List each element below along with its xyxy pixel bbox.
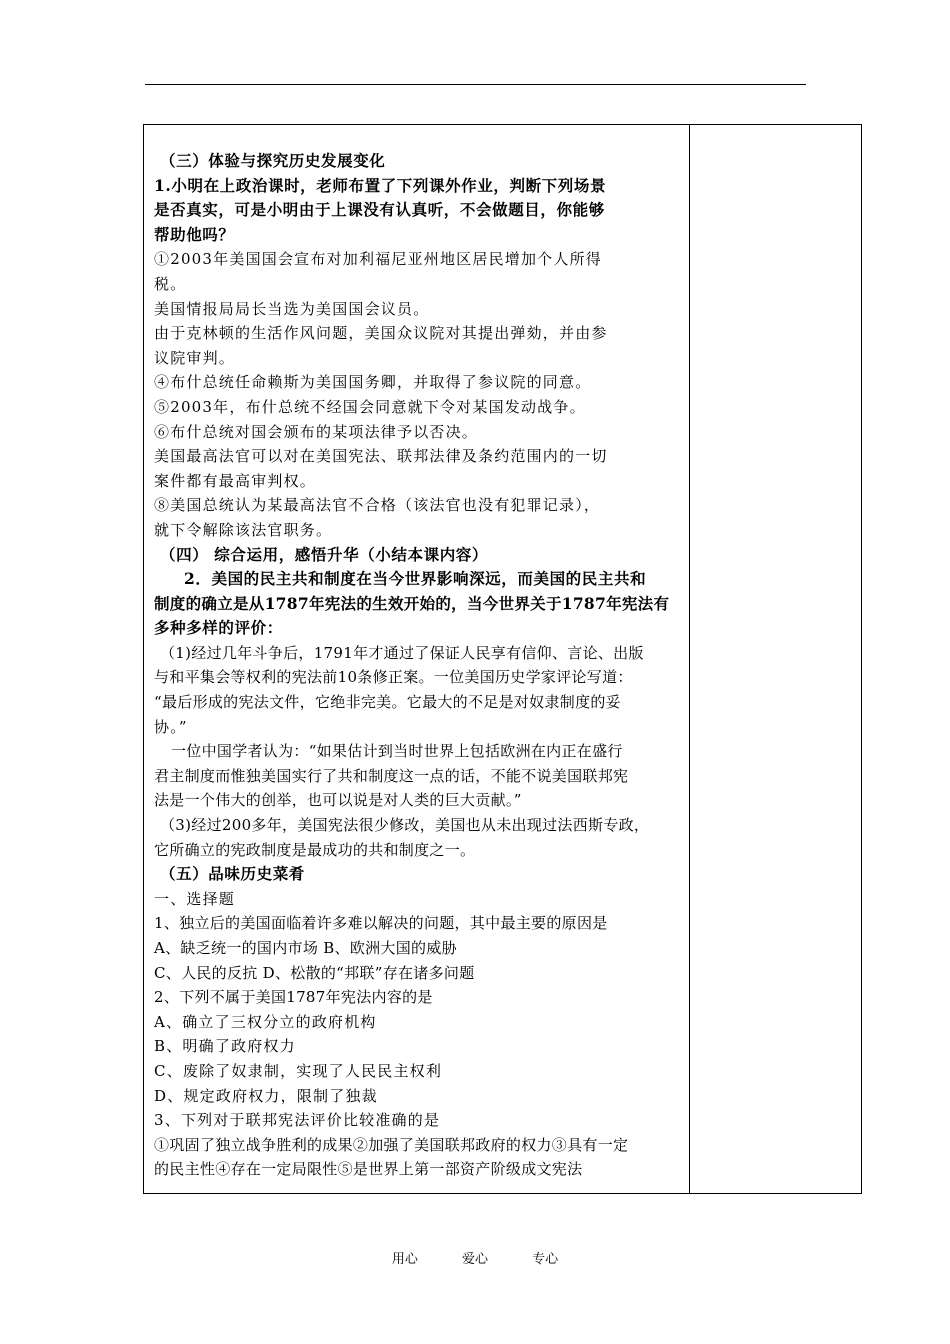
text-line: 的民主性④存在一定局限性⑤是世界上第一部资产阶级成文宪法 xyxy=(154,1160,583,1179)
text-line: 君主制度而惟独美国实行了共和制度这一点的话，不能不说美国联邦宪 xyxy=(154,766,629,785)
text-line: 1、独立后的美国面临着许多难以解决的问题，其中最主要的原因是 xyxy=(154,914,608,933)
text-line: 1.小明在上政治课时，老师布置了下列课外作业，判断下列场景 xyxy=(154,175,607,195)
text-line: 协。” xyxy=(154,717,188,736)
text-line: ⑤2003年，布什总统不经国会同意就下令对某国发动战争。 xyxy=(154,397,586,416)
text-line: （四） 综合运用，感悟升华（小结本课内容） xyxy=(160,544,488,564)
text-line: 它所确立的宪政制度是最成功的共和制度之一。 xyxy=(154,840,476,859)
text-line: ⑥布什总统对国会颁布的某项法律予以否决。 xyxy=(154,422,479,441)
text-line: “最后形成的宪法文件，它绝非完美。它最大的不足是对奴隶制度的妥 xyxy=(154,693,621,712)
text-line: 案件都有最高审判权。 xyxy=(154,471,317,490)
content-table xyxy=(143,124,862,1194)
text-line: 议院审判。 xyxy=(154,348,236,367)
text-line: D、规定政府权力，限制了独裁 xyxy=(154,1086,378,1105)
text-line: （3)经过200多年，美国宪法很少修改，美国也从未出现过法西斯专政， xyxy=(160,816,650,835)
text-line: 由于克林顿的生活作风问题，美国众议院对其提出弹劾，并由参 xyxy=(154,324,608,343)
text-line: 税。 xyxy=(154,274,187,293)
text-line: 2、下列不属于美国1787年宪法内容的是 xyxy=(154,988,433,1007)
text-line: ⑧美国总统认为某最高法官不合格（该法官也没有犯罪记录）， xyxy=(154,496,601,515)
text-line: ①2003年美国国会宣布对加利福尼亚州地区居民增加个人所得 xyxy=(154,250,602,269)
text-line: ④布什总统任命赖斯为美国国务卿，并取得了参议院的同意。 xyxy=(154,373,592,392)
text-line: 一、选择题 xyxy=(154,889,236,908)
text-line: 多种多样的评价： xyxy=(154,618,283,638)
text-line: 3、下列对于联邦宪法评价比较准确的是 xyxy=(154,1111,441,1130)
text-line: C、人民的反抗 D、松散的“邦联”存在诸多问题 xyxy=(154,963,475,982)
text-line: 与和平集会等权利的宪法前10条修正案。一位美国历史学家评论写道： xyxy=(154,668,633,687)
text-line: A、缺乏统一的国内市场 B、欧洲大国的威胁 xyxy=(154,939,457,957)
text-line: 就下令解除该法官职务。 xyxy=(154,520,333,539)
text-line: A、确立了三权分立的政府机构 xyxy=(154,1012,377,1031)
text-line: C、废除了奴隶制，实现了人民民主权利 xyxy=(154,1061,443,1080)
text-line: （五）品味历史菜肴 xyxy=(160,864,305,884)
footer-word-1: 用心 xyxy=(391,1252,418,1267)
text-line: （三）体验与探究历史发展变化 xyxy=(160,151,386,170)
text-line: 是否真实，可是小明由于上课没有认真听，不会做题目，你能够 xyxy=(154,200,605,220)
main-content-cell xyxy=(154,149,684,1182)
footer-word-2: 爱心 xyxy=(461,1252,488,1267)
text-line: （1)经过几年斗争后，1791年才通过了保证人民享有信仰、言论、出版 xyxy=(160,643,644,662)
text-line: 美国情报局局长当选为美国国会议员。 xyxy=(154,299,430,318)
text-line: 一位中国学者认为：“如果估计到当时世界上包括欧洲在内正在盛行 xyxy=(171,742,623,761)
text-line: 法是一个伟大的创举，也可以说是对人类的巨大贡献。” xyxy=(154,791,522,810)
header-rule xyxy=(145,84,806,85)
footer-word-3: 专心 xyxy=(532,1252,559,1267)
text-line: 美国最高法官可以对在美国宪法、联邦法律及条约范围内的一切 xyxy=(154,447,608,466)
page-footer xyxy=(0,1248,950,1267)
column-divider xyxy=(689,125,690,1193)
text-line: ①巩固了独立战争胜利的成果②加强了美国联邦政府的权力③具有一定 xyxy=(154,1135,629,1154)
text-line: 制度的确立是从1787年宪法的生效开始的，当今世界关于1787年宪法有 xyxy=(154,593,670,613)
text-line: B、明确了政府权力 xyxy=(154,1037,296,1056)
text-line: 2．美国的民主共和制度在当今世界影响深远，而美国的民主共和 xyxy=(184,569,647,589)
text-line: 帮助他吗？ xyxy=(154,224,235,244)
